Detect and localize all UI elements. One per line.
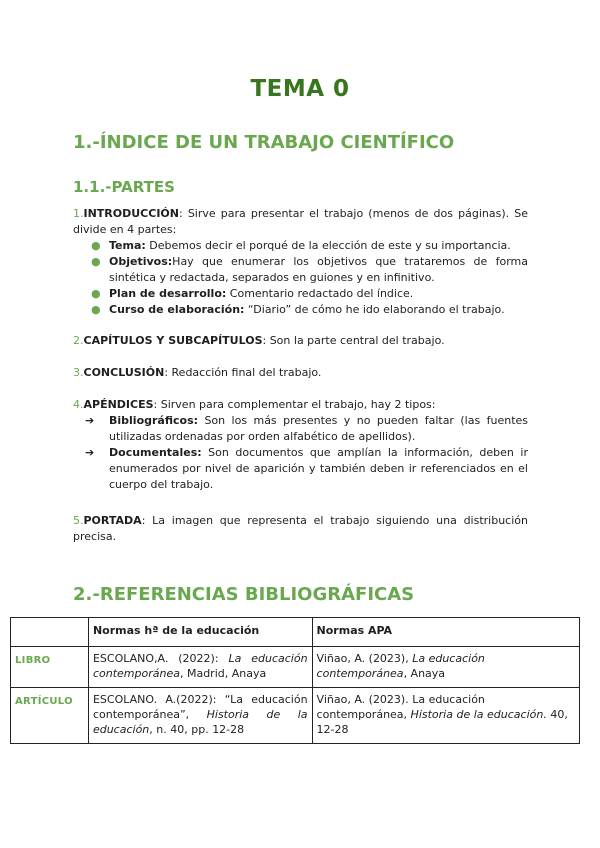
- cell-italic: La educación contemporánea: [316, 652, 485, 680]
- cell-text: ESCOLANO,A. (2022):: [92, 652, 229, 665]
- item-text: “Diario” de cómo he ido elaborando el trabajo.: [244, 303, 505, 316]
- cell-italic: Historia de la educación: [92, 708, 308, 736]
- table-header-empty: [11, 618, 89, 647]
- item-label: Objetivos:: [109, 255, 173, 268]
- item-text: Comentario redactado del índice.: [226, 287, 414, 300]
- conclusion-label: CONCLUSIÓN: [83, 366, 165, 379]
- table-header-apa: Normas APA: [312, 618, 579, 647]
- item-label: Plan de desarrollo:: [109, 287, 227, 300]
- item-number: 4.: [73, 398, 84, 411]
- capitulos-label: CAPÍTULOS Y SUBCAPÍTULOS: [83, 334, 263, 347]
- conclusion-text: : Redacción final del trabajo.: [164, 366, 322, 379]
- intro-paragraph: [73, 206, 528, 238]
- item-label: Documentales:: [109, 446, 202, 459]
- cell-text: , Anaya: [403, 667, 446, 680]
- intro-label: INTRODUCCIÓN: [83, 207, 179, 220]
- cell-italic: Historia de la educación.: [410, 708, 547, 721]
- subsection-heading: 1.1.-PARTES: [73, 178, 175, 196]
- apendices-text: : Sirven para complementar el trabajo, hay 2 tipos:: [153, 398, 436, 411]
- list-item: [73, 413, 528, 445]
- list-item: [73, 286, 528, 302]
- list-item: [73, 302, 528, 318]
- intro-list: [73, 238, 528, 318]
- references-table: [10, 617, 580, 744]
- bullet-icon: ●: [91, 255, 101, 268]
- table-header-row: [11, 618, 580, 647]
- cell-libro-hist: [88, 647, 312, 688]
- cell-text: Viñao, A. (2023),: [316, 652, 413, 665]
- cell-libro-apa: [312, 647, 579, 688]
- apendices-label: APÉNDICES: [83, 398, 154, 411]
- conclusion-paragraph: [73, 365, 528, 381]
- item-text: Son los más presentes y no pueden faltar (las fuentes utilizadas ordenadas por orden alfabético de apellidos).: [109, 414, 528, 443]
- bullet-icon: ●: [91, 287, 101, 300]
- list-item: [73, 445, 528, 493]
- apendices-list: [73, 413, 528, 493]
- item-number: 5.: [73, 514, 84, 527]
- portada-paragraph: [73, 513, 528, 545]
- item-number: 3.: [73, 366, 84, 379]
- cell-text: , n. 40, pp. 12-28: [149, 723, 245, 736]
- item-number: 2.: [73, 334, 84, 347]
- arrow-right-icon: ➔: [85, 414, 95, 427]
- page-title: TEMA 0: [250, 76, 350, 102]
- section-1-heading: 1.-ÍNDICE DE UN TRABAJO CIENTÍFICO: [73, 132, 455, 153]
- portada-label: PORTADA: [83, 514, 142, 527]
- list-item: [73, 238, 528, 254]
- capitulos-paragraph: [73, 333, 528, 349]
- cell-articulo-apa: [312, 688, 579, 744]
- item-label: Tema:: [109, 239, 146, 252]
- item-text: Hay que enumerar los objetivos que trataremos de forma sintética y redactada, separados en guiones y en infinitivo.: [109, 255, 528, 284]
- cell-text: ESCOLANO. A.(2022): “La educación contemporánea”,: [92, 693, 308, 721]
- item-text: Debemos decir el porqué de la elección de este y su importancia.: [145, 239, 511, 252]
- arrow-right-icon: ➔: [85, 446, 95, 459]
- item-number: 1.: [73, 207, 84, 220]
- apendices-paragraph: [73, 397, 528, 413]
- intro-text: : Sirve para presentar el trabajo (menos de dos páginas). Se divide en 4 partes:: [73, 207, 528, 236]
- cell-articulo-hist: [88, 688, 312, 744]
- list-item: [73, 254, 528, 286]
- bullet-icon: ●: [91, 303, 101, 316]
- row-label-libro: LIBRO: [11, 647, 89, 688]
- cell-italic: La educación contemporánea: [92, 652, 308, 680]
- portada-text: : La imagen que representa el trabajo siguiendo una distribución precisa.: [73, 514, 528, 543]
- cell-text: , Madrid, Anaya: [179, 667, 267, 680]
- item-text: Son documentos que amplían la información, deben ir enumerados por nivel de aparición y también deben ir referenciados en el cuerpo del trabajo.: [109, 446, 528, 491]
- bullet-icon: ●: [91, 239, 101, 252]
- table-row: [11, 688, 580, 744]
- cell-text: Viñao, A. (2023). La educación contemporánea,: [316, 693, 485, 721]
- item-label: Bibliográficos:: [109, 414, 199, 427]
- cell-text: 40, 12-28: [316, 708, 568, 736]
- section-2-heading: 2.-REFERENCIAS BIBLIOGRÁFICAS: [73, 584, 415, 605]
- row-label-articulo: ARTÍCULO: [11, 688, 89, 744]
- item-label: Curso de elaboración:: [109, 303, 245, 316]
- capitulos-text: : Son la parte central del trabajo.: [262, 334, 445, 347]
- table-row: [11, 647, 580, 688]
- table-header-hist: Normas hª de la educación: [88, 618, 312, 647]
